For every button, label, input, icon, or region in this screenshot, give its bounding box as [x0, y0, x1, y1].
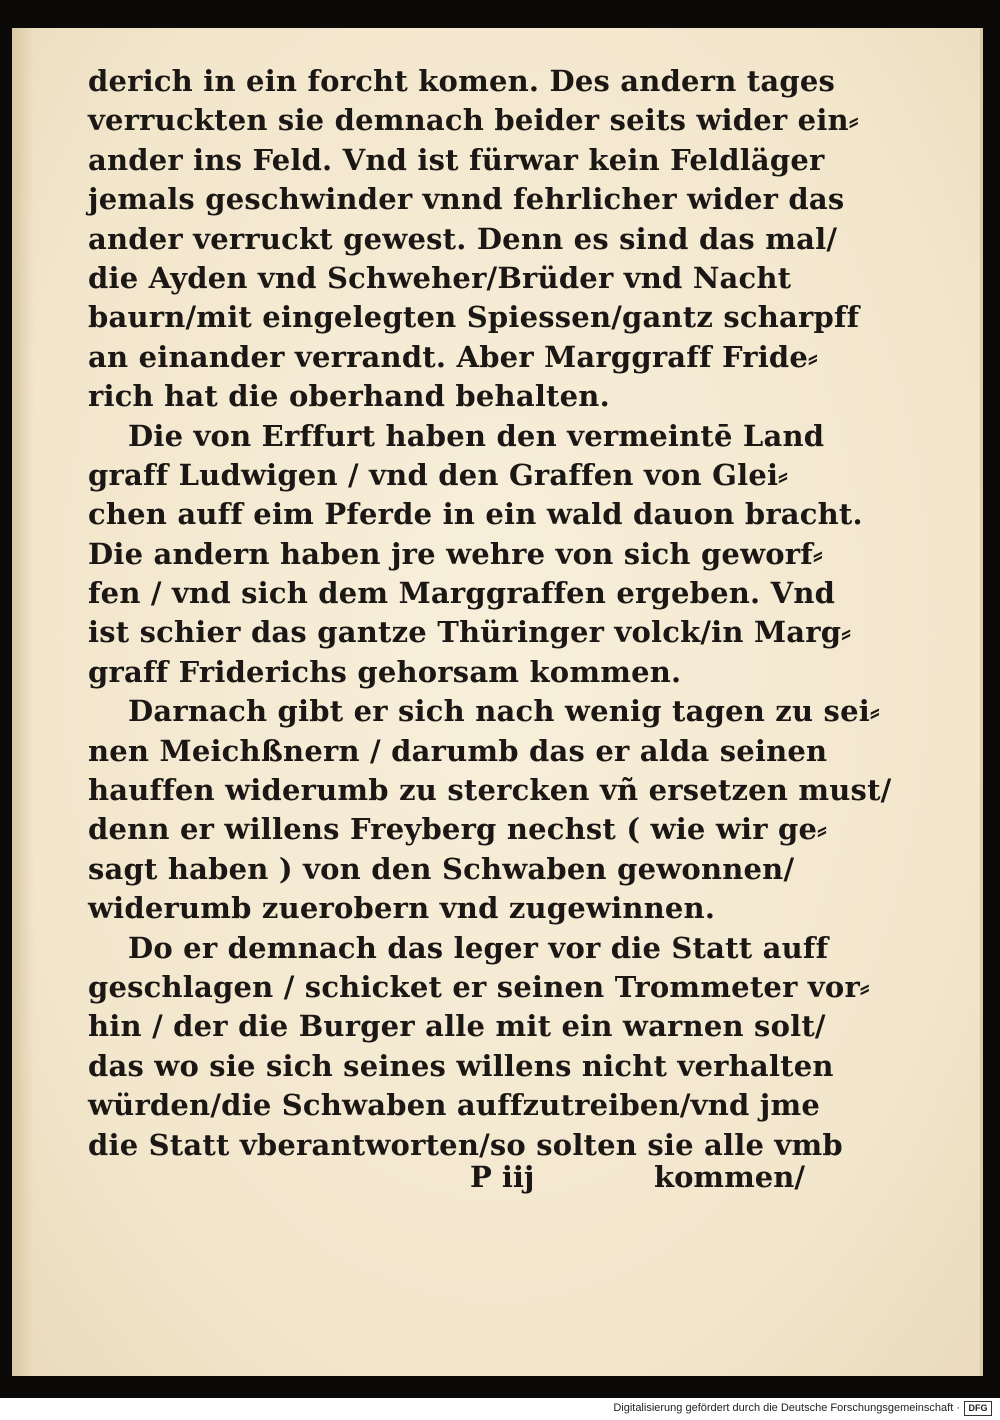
- text-line: graff Ludwigen / vnd den Graffen von Glei⸗: [88, 457, 789, 492]
- paragraph-start-line: Die von Erffurt haben den vermeintē Land: [128, 418, 825, 453]
- text-line: derich in ein forcht komen. Des andern tages: [88, 64, 836, 98]
- text-line: an einander verrandt. Aber Marggraff Fride⸗: [88, 339, 818, 374]
- text-line: nen Meichßnern / darumb das er alda seinen: [88, 733, 828, 768]
- text-line: das wo sie sich seines willens nicht verhalten: [88, 1048, 834, 1083]
- signature-mark: P iij: [470, 1160, 535, 1194]
- text-line: hauffen widerumb zu stercken vñ ersetzen must/: [88, 773, 892, 808]
- page-gutter-shadow: [12, 28, 34, 1376]
- text-line: jemals geschwinder vnnd fehrlicher wider das: [88, 182, 845, 217]
- text-line: fen / vnd sich dem Marggraffen ergeben. Vnd: [88, 576, 836, 611]
- text-line: ist schier das gantze Thüringer volck/in Marg⸗: [88, 615, 852, 650]
- text-line: verruckten sie demnach beider seits wider ein⸗: [88, 103, 859, 138]
- page-foot: [88, 1160, 818, 1200]
- text-line: widerumb zuerobern vnd zugewinnen.: [88, 891, 716, 926]
- catchword: kommen/: [654, 1160, 805, 1194]
- body-text: [88, 62, 892, 1165]
- text-line: würden/die Schwaben auffzutreiben/vnd jme: [88, 1088, 820, 1123]
- text-line: die Ayden vnd Schweher/Brüder vnd Nacht: [88, 260, 792, 295]
- text-line: baurn/mit eingelegten Spiessen/gantz scharpff: [88, 300, 860, 335]
- text-line: sagt haben ) von den Schwaben gewonnen/: [88, 851, 795, 886]
- text-line: Die andern haben jre wehre von sich geworf⸗: [88, 536, 823, 571]
- text-line: chen auff eim Pferde in ein wald dauon bracht.: [88, 497, 863, 532]
- digitization-footer: [0, 1398, 1000, 1420]
- text-line: hin / der die Burger alle mit ein warnen solt/: [88, 1009, 826, 1044]
- text-line: die Statt vberantworten/so solten sie alle vmb: [88, 1127, 843, 1162]
- text-line: graff Friderichs gehorsam kommen.: [88, 654, 682, 689]
- text-line: denn er willens Freyberg nechst ( wie wir ge⸗: [88, 812, 828, 847]
- paragraph-start-line: Do er demnach das leger vor die Statt auff: [128, 930, 829, 965]
- text-line: geschlagen / schicket er seinen Trommeter vor⸗: [88, 969, 870, 1004]
- dfg-logo: DFG: [964, 1401, 992, 1416]
- funding-credit: Digitalisierung gefördert durch die Deutsche Forschungsgemeinschaft ·: [613, 1402, 960, 1414]
- text-line: rich hat die oberhand behalten.: [88, 379, 610, 414]
- text-line: ander ins Feld. Vnd ist fürwar kein Feldläger: [88, 142, 825, 177]
- paragraph-start-line: Darnach gibt er sich nach wenig tagen zu sei⸗: [128, 694, 880, 729]
- text-line: ander verruckt gewest. Denn es sind das mal/: [88, 221, 838, 256]
